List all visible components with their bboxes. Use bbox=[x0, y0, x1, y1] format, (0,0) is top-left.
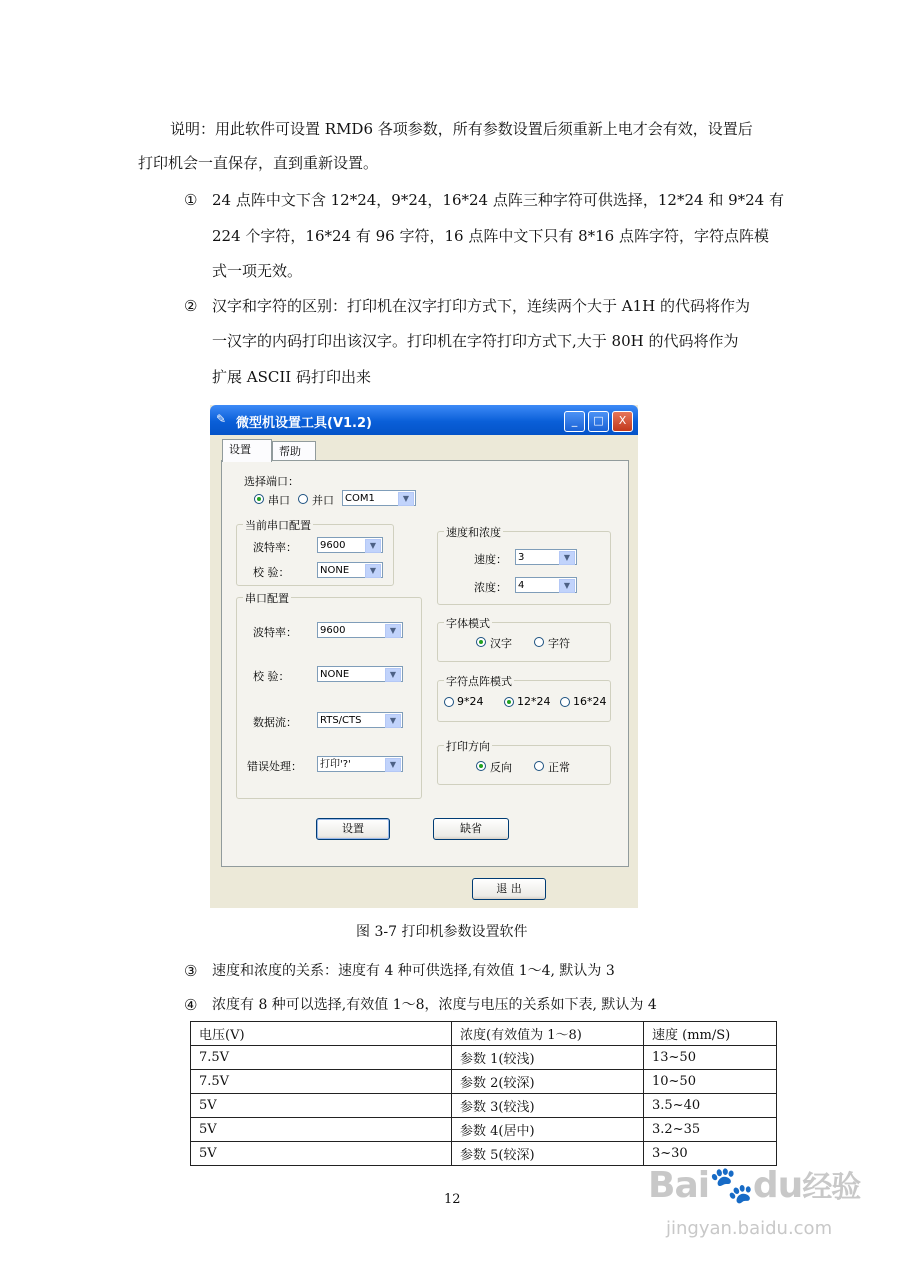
font-mode-group-title: 字体模式 bbox=[446, 617, 490, 630]
exit-button[interactable]: 退 出 bbox=[472, 878, 546, 900]
paw-icon: 🐾 bbox=[709, 1165, 753, 1206]
current-parity-label: 校 验： bbox=[253, 566, 290, 579]
maximize-button[interactable]: □ bbox=[588, 411, 609, 432]
header-voltage: 电压(V) bbox=[191, 1022, 452, 1046]
serial-port-label: 串口 bbox=[268, 494, 290, 507]
table-header-row bbox=[191, 1022, 777, 1046]
set-button[interactable]: 设置 bbox=[316, 818, 390, 840]
item-1-line-2: 224 个字符，16*24 有 96 字符，16 点阵中文下只有 8*16 点阵字符，字符点阵模 bbox=[212, 227, 769, 245]
minimize-button[interactable]: _ bbox=[564, 411, 585, 432]
cell-speed: 3~30 bbox=[644, 1142, 777, 1166]
current-baud-value: 9600 bbox=[320, 540, 346, 551]
header-speed: 速度 (mm/S) bbox=[644, 1022, 777, 1046]
header-density: 浓度(有效值为 1～8) bbox=[452, 1022, 644, 1046]
matrix-12x24-label: 12*24 bbox=[517, 695, 551, 708]
current-baud-select[interactable] bbox=[317, 537, 383, 553]
chevron-down-icon: ▼ bbox=[398, 492, 414, 506]
baud-label: 波特率： bbox=[253, 626, 297, 639]
cell-speed: 3.5~40 bbox=[644, 1094, 777, 1118]
chevron-down-icon: ▼ bbox=[385, 758, 401, 772]
figure-caption: 图 3-7 打印机参数设置软件 bbox=[356, 924, 528, 940]
current-serial-group-title: 当前串口配置 bbox=[245, 519, 311, 532]
speed-value: 3 bbox=[518, 552, 525, 563]
speed-density-group bbox=[437, 526, 611, 605]
chevron-down-icon: ▼ bbox=[385, 624, 401, 638]
cell-density: 参数 2(较深) bbox=[452, 1070, 644, 1094]
density-value: 4 bbox=[518, 580, 525, 591]
table-row bbox=[191, 1118, 777, 1142]
chevron-down-icon: ▼ bbox=[559, 551, 575, 565]
matrix-16x24-label: 16*24 bbox=[573, 695, 607, 708]
default-button[interactable]: 缺省 bbox=[433, 818, 509, 840]
matrix-16x24-radio[interactable] bbox=[560, 697, 570, 707]
item-1-line-3: 式一项无效。 bbox=[212, 262, 303, 280]
item-1-number: ① bbox=[184, 191, 198, 209]
watermark-logo bbox=[648, 1162, 860, 1206]
voltage-table bbox=[190, 1021, 777, 1166]
speed-label: 速度： bbox=[474, 553, 507, 566]
current-baud-label: 波特率： bbox=[253, 541, 297, 554]
item-4-number: ④ bbox=[184, 996, 198, 1014]
item-3-number: ③ bbox=[184, 962, 198, 980]
speed-select[interactable] bbox=[515, 549, 577, 565]
port-select-value: COM1 bbox=[345, 493, 375, 504]
serial-port-radio[interactable] bbox=[254, 494, 264, 504]
matrix-12x24-radio[interactable] bbox=[504, 697, 514, 707]
cell-voltage: 5V bbox=[191, 1118, 452, 1142]
close-button[interactable]: X bbox=[612, 411, 633, 432]
table-row bbox=[191, 1094, 777, 1118]
baud-select[interactable] bbox=[317, 622, 403, 638]
serial-config-group-title: 串口配置 bbox=[245, 592, 289, 605]
current-parity-select[interactable] bbox=[317, 562, 383, 578]
cell-density: 参数 5(较深) bbox=[452, 1142, 644, 1166]
direction-normal-radio[interactable] bbox=[534, 761, 544, 771]
matrix-mode-group bbox=[437, 675, 611, 722]
current-parity-value: NONE bbox=[320, 565, 350, 576]
flow-value: RTS/CTS bbox=[320, 715, 362, 726]
parallel-port-radio[interactable] bbox=[298, 494, 308, 504]
parity-label: 校 验： bbox=[253, 670, 290, 683]
direction-reverse-label: 反向 bbox=[490, 761, 512, 774]
watermark-brand-cn: 经验 bbox=[802, 1170, 861, 1205]
cell-voltage: 5V bbox=[191, 1094, 452, 1118]
watermark-brand: Bai bbox=[648, 1165, 710, 1206]
cell-density: 参数 1(较浅) bbox=[452, 1046, 644, 1070]
cell-speed: 3.2~35 bbox=[644, 1118, 777, 1142]
cell-speed: 10~50 bbox=[644, 1070, 777, 1094]
parity-value: NONE bbox=[320, 669, 350, 680]
item-3-text: 速度和浓度的关系：速度有 4 种可供选择,有效值 1～4, 默认为 3 bbox=[212, 963, 615, 979]
item-2-line-1: 汉字和字符的区别：打印机在汉字打印方式下，连续两个大于 A1H 的代码将作为 bbox=[212, 297, 750, 315]
cell-voltage: 7.5V bbox=[191, 1046, 452, 1070]
cell-speed: 13~50 bbox=[644, 1046, 777, 1070]
item-2-line-3: 扩展 ASCII 码打印出来 bbox=[212, 368, 371, 386]
density-select[interactable] bbox=[515, 577, 577, 593]
flow-select[interactable] bbox=[317, 712, 403, 728]
tab-settings[interactable]: 设置 bbox=[222, 439, 272, 462]
settings-dialog bbox=[210, 405, 638, 908]
speed-density-group-title: 速度和浓度 bbox=[446, 526, 501, 539]
port-label: 选择端口： bbox=[244, 475, 299, 488]
error-label: 错误处理： bbox=[247, 760, 302, 773]
font-hanzi-label: 汉字 bbox=[490, 637, 512, 650]
cell-density: 参数 4(居中) bbox=[452, 1118, 644, 1142]
cell-voltage: 5V bbox=[191, 1142, 452, 1166]
matrix-9x24-label: 9*24 bbox=[457, 695, 484, 708]
settings-panel bbox=[221, 460, 629, 867]
cell-voltage: 7.5V bbox=[191, 1070, 452, 1094]
matrix-mode-group-title: 字符点阵模式 bbox=[446, 675, 512, 688]
item-2-line-2: 一汉字的内码打印出该汉字。打印机在字符打印方式下,大于 80H 的代码将作为 bbox=[212, 332, 739, 350]
port-select[interactable] bbox=[342, 490, 416, 506]
title-bar bbox=[210, 405, 638, 435]
dialog-title: 微型机设置工具(V1.2) bbox=[236, 416, 372, 431]
app-icon: ✎ bbox=[216, 412, 227, 426]
chevron-down-icon: ▼ bbox=[385, 668, 401, 682]
error-value: 打印'?' bbox=[320, 759, 351, 770]
parity-select[interactable] bbox=[317, 666, 403, 682]
table-row bbox=[191, 1070, 777, 1094]
chevron-down-icon: ▼ bbox=[559, 579, 575, 593]
font-hanzi-radio[interactable] bbox=[476, 637, 486, 647]
direction-reverse-radio[interactable] bbox=[476, 761, 486, 771]
print-direction-group bbox=[437, 740, 611, 785]
chevron-down-icon: ▼ bbox=[385, 714, 401, 728]
chevron-down-icon: ▼ bbox=[365, 564, 381, 578]
matrix-9x24-radio[interactable] bbox=[444, 697, 454, 707]
font-mode-group bbox=[437, 617, 611, 662]
font-char-label: 字符 bbox=[548, 637, 570, 650]
watermark-brand-du: du bbox=[752, 1165, 803, 1206]
error-select[interactable] bbox=[317, 756, 403, 772]
serial-config-group bbox=[236, 592, 422, 799]
direction-normal-label: 正常 bbox=[548, 761, 570, 774]
print-direction-group-title: 打印方向 bbox=[446, 740, 490, 753]
parallel-port-label: 并口 bbox=[312, 494, 334, 507]
flow-label: 数据流： bbox=[253, 716, 297, 729]
density-label: 浓度： bbox=[474, 581, 507, 594]
current-serial-group bbox=[236, 519, 394, 586]
tab-help[interactable]: 帮助 bbox=[272, 441, 316, 462]
item-4-text: 浓度有 8 种可以选择,有效值 1～8，浓度与电压的关系如下表, 默认为 4 bbox=[212, 997, 657, 1013]
intro-line-2: 打印机会一直保存，直到重新设置。 bbox=[138, 154, 379, 172]
font-char-radio[interactable] bbox=[534, 637, 544, 647]
watermark-url: jingyan.baidu.com bbox=[666, 1218, 833, 1239]
table-row bbox=[191, 1046, 777, 1070]
chevron-down-icon: ▼ bbox=[365, 539, 381, 553]
baud-value: 9600 bbox=[320, 625, 346, 636]
item-1-line-1: 24 点阵中文下含 12*24，9*24，16*24 点阵三种字符可供选择，12*24 和 9*24 有 bbox=[212, 191, 784, 209]
item-2-number: ② bbox=[184, 297, 198, 315]
intro-line-1: 说明：用此软件可设置 RMD6 各项参数，所有参数设置后须重新上电才会有效，设置后 bbox=[170, 120, 753, 138]
cell-density: 参数 3(较浅) bbox=[452, 1094, 644, 1118]
page-number: 12 bbox=[444, 1192, 461, 1207]
